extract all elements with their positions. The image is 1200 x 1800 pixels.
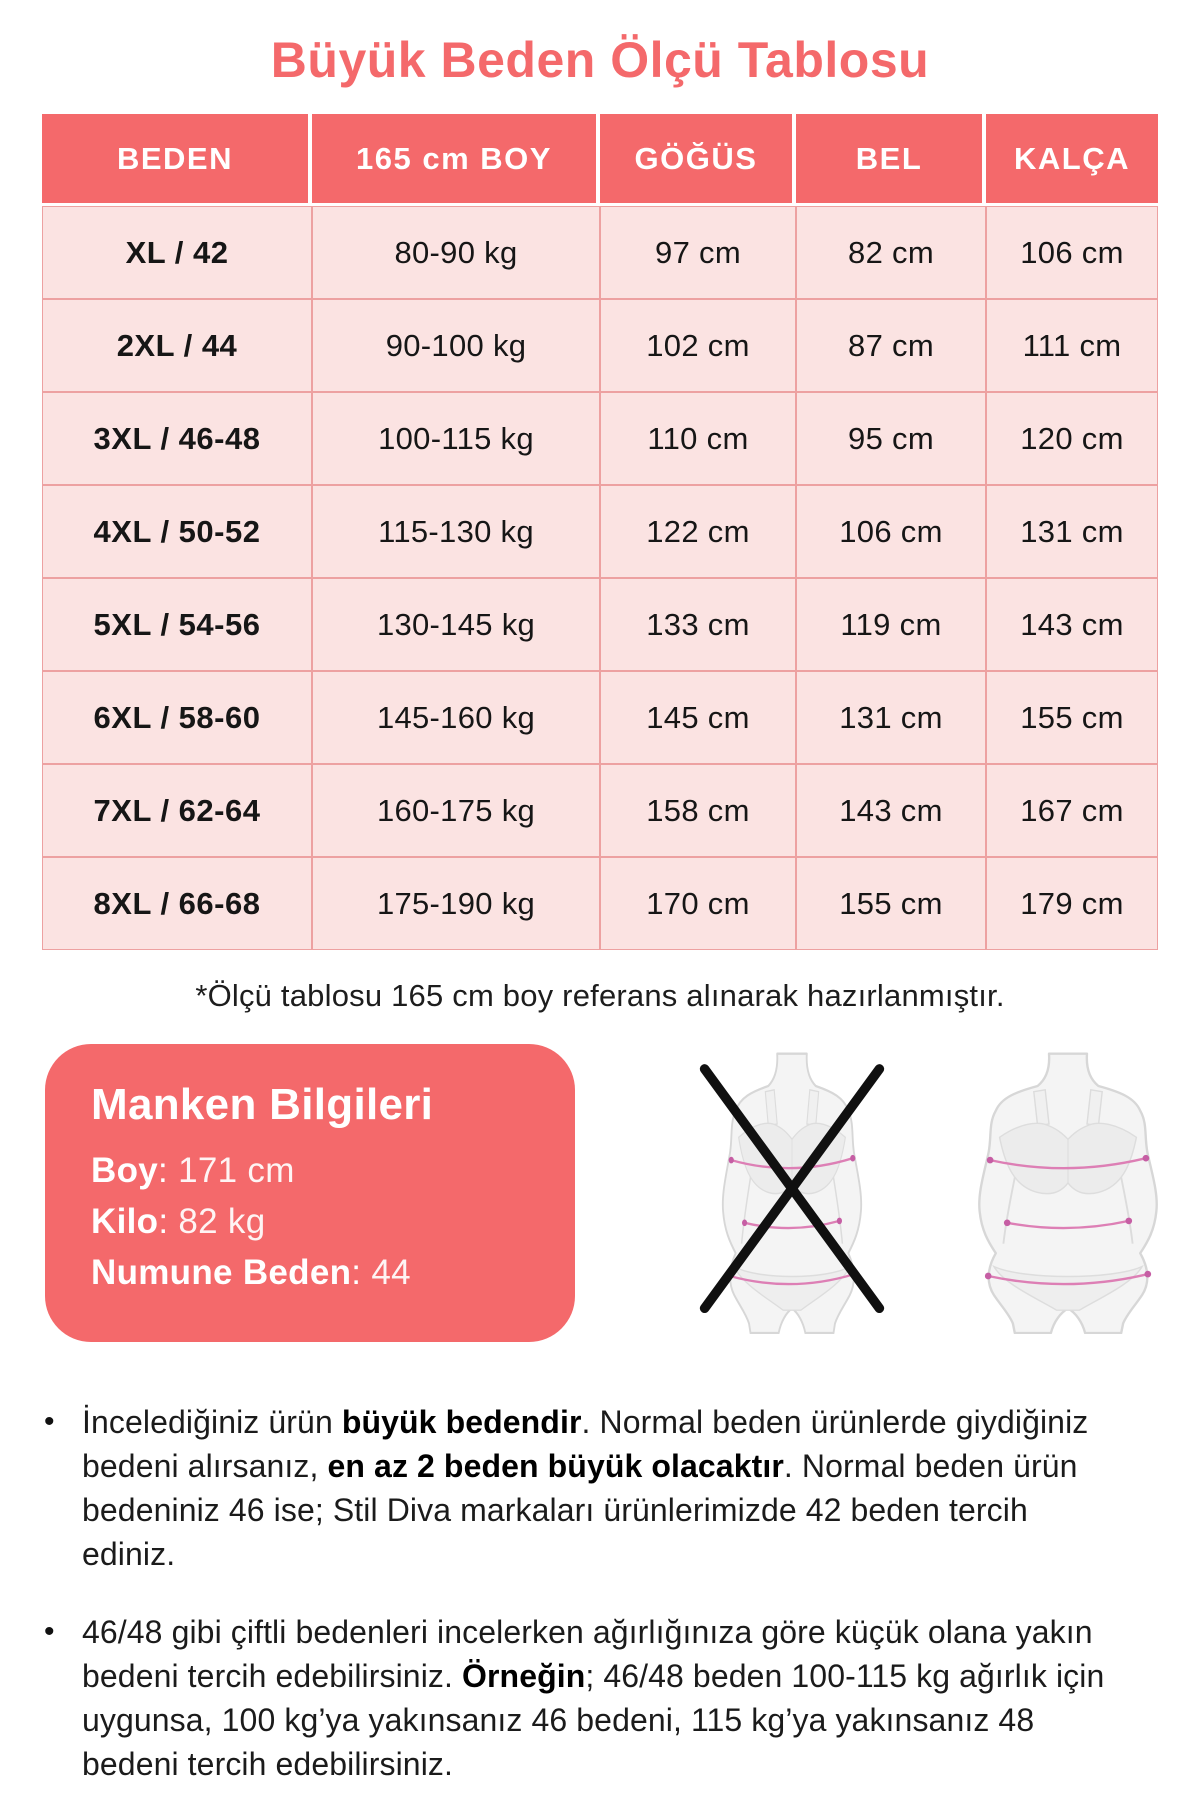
notes-list (44, 1400, 1164, 1786)
cell-size: 4XL / 50-52 (42, 485, 312, 578)
cell-size: 5XL / 54-56 (42, 578, 312, 671)
cell-size: 8XL / 66-68 (42, 857, 312, 950)
slim-body-figure (705, 1054, 880, 1333)
cell-value: 111 cm (986, 299, 1158, 392)
cell-value: 175-190 kg (312, 857, 600, 950)
body-figures (575, 1044, 1185, 1342)
cell-value: 106 cm (986, 206, 1158, 299)
cell-value: 158 cm (600, 764, 796, 857)
model-info-rows (91, 1146, 545, 1298)
cell-value: 80-90 kg (312, 206, 600, 299)
model-info-title: Manken Bilgileri (91, 1080, 434, 1129)
cell-value: 110 cm (600, 392, 796, 485)
model-info-card (45, 1044, 575, 1342)
column-header: BEDEN (42, 114, 312, 206)
cell-value: 120 cm (986, 392, 1158, 485)
cell-size: 3XL / 46-48 (42, 392, 312, 485)
size-table-body (42, 206, 1158, 950)
cell-value: 143 cm (986, 578, 1158, 671)
size-table-header-row (42, 114, 1158, 206)
size-table (42, 114, 1158, 950)
cell-size: 2XL / 44 (42, 299, 312, 392)
cell-value: 155 cm (796, 857, 986, 950)
cell-value: 131 cm (986, 485, 1158, 578)
cell-value: 95 cm (796, 392, 986, 485)
column-header: GÖĞÜS (600, 114, 796, 206)
plus-size-body-figure (979, 1054, 1156, 1333)
cell-value: 167 cm (986, 764, 1158, 857)
bullet-icon: • (44, 1405, 55, 1438)
cell-value: 106 cm (796, 485, 986, 578)
cell-value: 90-100 kg (312, 299, 600, 392)
table-row (42, 671, 1158, 764)
cell-value: 82 cm (796, 206, 986, 299)
cell-value: 145-160 kg (312, 671, 600, 764)
table-row (42, 578, 1158, 671)
body-figures-illustration (575, 1046, 1187, 1334)
page-title: Büyük Beden Ölçü Tablosu (270, 32, 930, 88)
size-table-container (42, 114, 1158, 950)
cell-value: 130-145 kg (312, 578, 600, 671)
model-info-row: Kilo: 82 kg (91, 1201, 266, 1241)
cell-value: 119 cm (796, 578, 986, 671)
cell-value: 143 cm (796, 764, 986, 857)
cell-value: 155 cm (986, 671, 1158, 764)
column-header: 165 cm BOY (312, 114, 600, 206)
table-footnote: *Ölçü tablosu 165 cm boy referans alınarak hazırlanmıştır. (195, 978, 1005, 1013)
model-info-row: Boy: 171 cm (91, 1151, 295, 1190)
note-item (44, 1400, 1164, 1576)
table-row (42, 392, 1158, 485)
cell-value: 133 cm (600, 578, 796, 671)
table-row (42, 206, 1158, 299)
table-row (42, 857, 1158, 950)
table-row (42, 485, 1158, 578)
cell-size: 7XL / 62-64 (42, 764, 312, 857)
cell-value: 97 cm (600, 206, 796, 299)
cell-value: 179 cm (986, 857, 1158, 950)
cell-value: 102 cm (600, 299, 796, 392)
table-row (42, 764, 1158, 857)
note-text: 46/48 gibi çiftli bedenleri incelerken ağırlığınıza göre küçük olana yakın bedeni tercih edebilirsiniz. Örneğin; 46/48 beden 100-115 kg ağırlık için uygunsa, 100 kg’ya yakınsanız 46 bedeni, 115 kg’ya yakınsanız 48 bedeni tercih edebilirsiniz. (82, 1614, 1105, 1782)
model-info-section (45, 1044, 1185, 1342)
table-row (42, 299, 1158, 392)
bullet-icon: • (44, 1615, 55, 1648)
cell-value: 145 cm (600, 671, 796, 764)
cell-value: 122 cm (600, 485, 796, 578)
column-header: BEL (796, 114, 986, 206)
cell-value: 160-175 kg (312, 764, 600, 857)
cell-value: 170 cm (600, 857, 796, 950)
cell-value: 87 cm (796, 299, 986, 392)
note-text: İncelediğiniz ürün büyük bedendir. Normal beden ürünlerde giydiğiniz bedeni alırsanız, en az 2 beden büyük olacaktır. Normal beden ürün bedeniniz 46 ise; Stil Diva markaları ürünlerimizde 42 beden tercih ediniz. (82, 1404, 1089, 1572)
column-header: KALÇA (986, 114, 1158, 206)
cell-size: 6XL / 58-60 (42, 671, 312, 764)
cell-size: XL / 42 (42, 206, 312, 299)
note-item (44, 1610, 1164, 1786)
cell-value: 131 cm (796, 671, 986, 764)
cell-value: 115-130 kg (312, 485, 600, 578)
cell-value: 100-115 kg (312, 392, 600, 485)
model-info-row: Numune Beden: 44 (91, 1252, 411, 1292)
